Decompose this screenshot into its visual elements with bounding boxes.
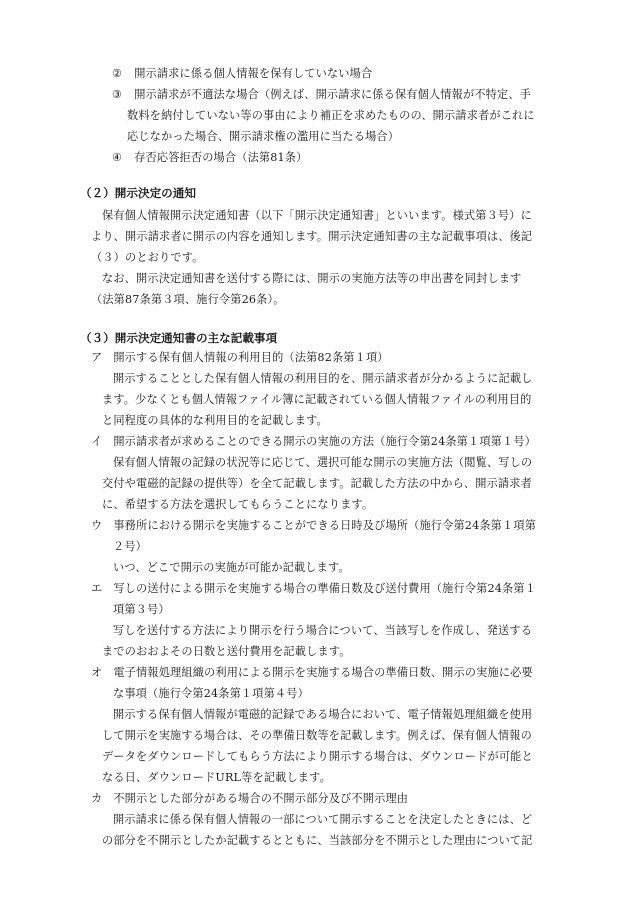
reason-item-2 [112,66,372,82]
item-o-title: オ 電子情報処理組織の利用による開示を実施する場合の準備日数、開示の実施に必要 [91,666,533,679]
reason-text: 開示請求が不適法な場合（例えば、開示請求に係る保有個人情報が不特定、手 [134,88,532,101]
paragraph-line: 写しを送付する方法により開示を行う場合について、当該写しを作成し、発送する [113,624,533,637]
paragraph-line: 開示することとした保有個人情報の利用目的を、開示請求者が分かるように記載し [113,372,533,385]
item-marker: ウ [91,519,103,532]
item-e-title: エ 写しの送付による開示を実施する場合の準備日数及び送付費用（施行令第24条第１ [91,582,537,595]
paragraph-line: 保有個人情報の記録の状況等に応じて、選択可能な開示の実施方法（閲覧、写しの [113,456,533,469]
reason-item-3 [112,87,531,103]
paragraph-line: なお、開示決定通知書を送付する際には、開示の実施方法等の申出書を同封します [102,272,522,285]
paragraph-line: いつ、どこで開示の実施が可能か記載します。 [113,561,350,574]
paragraph-line: より、開示請求者に開示の内容を通知します。開示決定通知書の主な記載事項は、後記 [91,230,533,243]
item-ka-title: カ 不開示とした部分がある場合の不開示部分及び不開示理由 [91,792,409,805]
section-heading: （３）開示決定通知書の主な記載事項 [80,331,278,345]
paragraph-line: 交付や電磁的記録の提供等）を全て記載します。記載した方法の中から、開示請求者 [102,477,532,490]
paragraph-line: と同程度の具体的な利用目的を記載します。 [102,414,328,427]
item-title-cont: な事項（施行令第24条第１項第４号） [113,687,309,700]
item-title-cont: 項第３号） [113,603,170,616]
item-title-cont: ２号） [113,540,148,553]
item-a-title: ア 開示する保有個人情報の利用目的（法第82条第１項） [91,351,389,364]
item-marker: オ [91,666,103,679]
reason-marker: ④ [112,151,123,164]
paragraph-line: （法第87条第３項、施行令第26条）。 [91,293,285,306]
paragraph-line: に、希望する方法を選択してもらうことになります。 [102,498,374,511]
item-marker: エ [91,582,103,595]
paragraph-line: ます。少なくとも個人情報ファイル簿に記載されている個人情報ファイルの利用目的 [102,393,532,406]
section-heading: （２）開示決定の通知 [80,186,196,200]
item-marker: ア [91,351,103,364]
paragraph-line: （３）のとおりです。 [91,251,204,264]
item-i-title: イ 開示請求者が求めることのできる開示の実施の方法（施行令第24条第１項第１号） [91,435,537,448]
paragraph-line: 開示請求に係る保有個人情報の一部について開示することを決定したときには、ど [113,813,533,826]
paragraph-line: 開示する保有個人情報が電磁的記録である場合において、電子情報処理組織を使用 [113,708,533,721]
item-marker: カ [91,792,103,805]
paragraph-line: して開示を実施する場合は、その準備日数等を記載します。例えば、保有個人情報の [102,729,532,742]
paragraph-line: までのおおよその日数と送付費用を記載します。 [102,645,351,658]
paragraph-line: なる日、ダウンロードURL等を記載します。 [102,771,331,784]
paragraph-line: の部分を不開示としたか記載するとともに、当該部分を不開示とした理由について記 [102,834,533,847]
reason-text: 数料を納付していない等の事由により補正を求めたものの、開示請求者がこれに [127,109,535,122]
paragraph-line: 保有個人情報開示決定通知書（以下「開示決定通知書」といいます。様式第３号）に [102,209,532,222]
item-marker: イ [91,435,103,448]
paragraph-line: データをダウンロードしてもらう方法により開示する場合は、ダウンロードが可能と [102,750,533,763]
reason-text: 存否応答拒否の場合（法第81条） [134,151,308,164]
reason-marker: ② [112,67,123,80]
reason-item-4 [112,150,307,166]
reason-text: 開示請求に係る個人情報を保有していない場合 [134,67,373,80]
reason-text: 応じなかった場合、開示請求権の濫用に当たる場合） [127,130,400,143]
reason-marker: ③ [112,88,123,101]
item-u-title: ウ 事務所における開示を実施することができる日時及び場所（施行令第24条第１項第 [91,519,537,532]
